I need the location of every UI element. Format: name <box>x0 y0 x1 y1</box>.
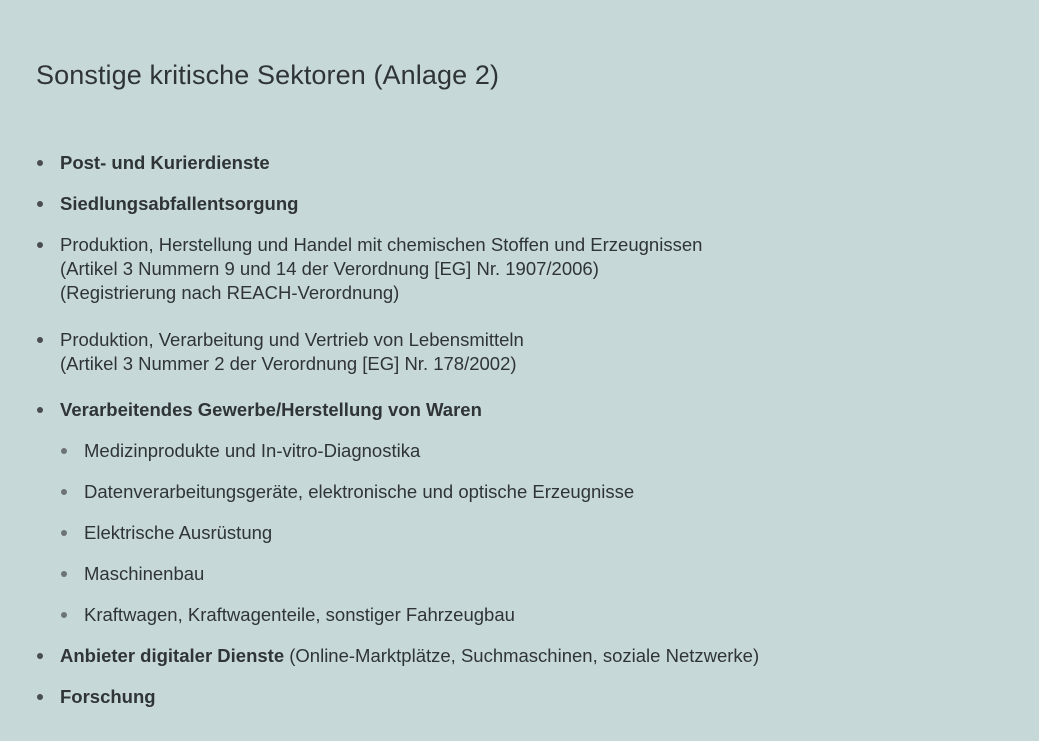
sub-item-label: Datenverarbeitungsgeräte, elektronische und optische Erzeugnisse <box>84 481 635 502</box>
bullet-icon <box>37 694 43 700</box>
bullet-icon <box>61 530 67 536</box>
bullet-icon <box>37 201 43 207</box>
bullet-icon <box>37 653 43 659</box>
list-item-forschung <box>60 685 156 709</box>
sub-item-label: Medizinprodukte und In-vitro-Diagnostika <box>84 440 421 461</box>
list-item-post <box>60 151 270 175</box>
list-item-lebensmittel <box>60 328 524 376</box>
sub-item-maschinenbau <box>84 562 204 586</box>
bullet-icon <box>61 571 67 577</box>
item-label: Siedlungsabfallentsorgung <box>60 193 299 214</box>
sub-item-elektrisch <box>84 521 272 545</box>
bullet-icon <box>37 242 43 248</box>
item-label: Produktion, Herstellung und Handel mit chemischen Stoffen und Erzeugnissen <box>60 234 703 255</box>
sub-item-medizin <box>84 439 420 463</box>
sub-item-datenverarbeitung <box>84 480 634 504</box>
item-note: (Registrierung nach REACH-Verordnung) <box>60 282 400 303</box>
item-label: Forschung <box>60 686 156 707</box>
bullet-icon <box>37 337 43 343</box>
list-item-chemie <box>60 233 702 305</box>
list-item-gewerbe <box>60 398 482 422</box>
item-label: Produktion, Verarbeitung und Vertrieb von Lebensmitteln <box>60 329 524 350</box>
item-label: Verarbeitendes Gewerbe/Herstellung von Waren <box>60 399 482 420</box>
bullet-icon <box>37 407 43 413</box>
bullet-icon <box>61 612 67 618</box>
sub-item-kraftwagen <box>84 603 515 627</box>
sub-item-label: Maschinenbau <box>84 563 205 584</box>
list-item-abfall <box>60 192 298 216</box>
page-title: Sonstige kritische Sektoren (Anlage 2) <box>36 60 500 90</box>
item-label: Anbieter digitaler Dienste <box>60 645 285 666</box>
sub-item-label: Kraftwagen, Kraftwagenteile, sonstiger Fahrzeugbau <box>84 604 515 625</box>
bullet-icon <box>37 160 43 166</box>
item-note: (Artikel 3 Nummer 2 der Verordnung [EG] Nr. 178/2002) <box>60 353 517 374</box>
item-note: (Artikel 3 Nummern 9 und 14 der Verordnung [EG] Nr. 1907/2006) <box>60 258 599 279</box>
list-item-digital <box>60 644 759 668</box>
bullet-icon <box>61 448 67 454</box>
sub-item-label: Elektrische Ausrüstung <box>84 522 273 543</box>
item-label: Post- und Kurierdienste <box>60 152 270 173</box>
bullet-icon <box>61 489 67 495</box>
item-suffix: (Online-Marktplätze, Suchmaschinen, soziale Netzwerke) <box>284 645 760 666</box>
